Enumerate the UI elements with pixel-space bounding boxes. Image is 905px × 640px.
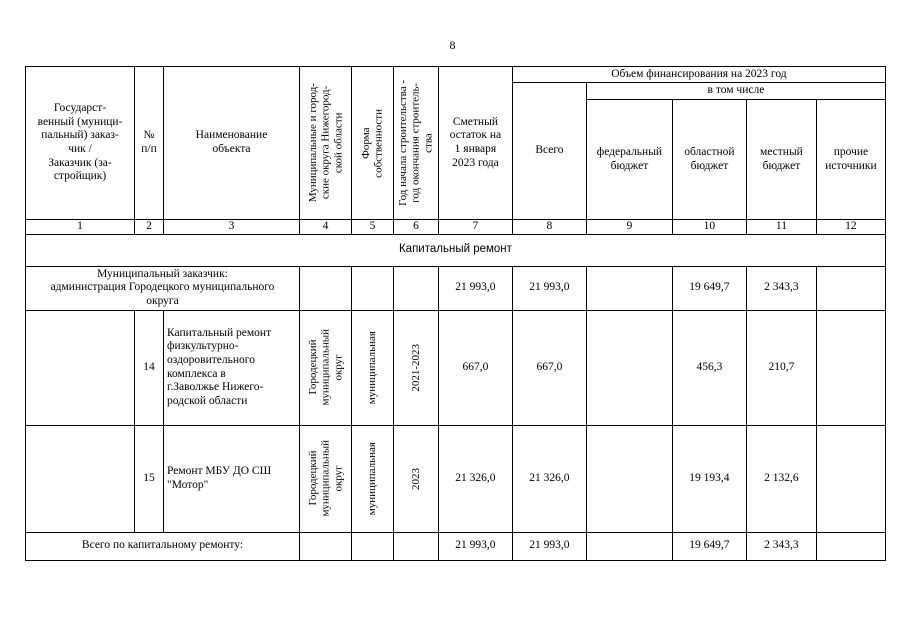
header-years: Год начала строительства - год окончания строитель- ства xyxy=(397,80,435,206)
header-total: Всего xyxy=(512,83,586,220)
district-cell xyxy=(300,425,352,532)
page-number: 8 xyxy=(449,38,456,52)
header-funding-group: Объем финансирования на 2023 год xyxy=(512,67,885,83)
col-number: 9 xyxy=(586,220,672,235)
col-number: 1 xyxy=(26,220,135,235)
empty-cell xyxy=(26,425,135,532)
header-ownership-cell xyxy=(352,67,394,220)
col-number: 8 xyxy=(512,220,586,235)
header-estimate: Сметный остаток на 1 января 2023 года xyxy=(438,67,512,220)
header-local: местный бюджет xyxy=(746,100,816,220)
local-value: 2 132,6 xyxy=(746,425,816,532)
estimate-value: 667,0 xyxy=(438,310,512,425)
empty-cell xyxy=(352,532,394,560)
district-name: Городецкий муниципальный округ xyxy=(306,440,344,517)
col-number: 4 xyxy=(300,220,352,235)
header-district-cell xyxy=(300,67,352,220)
empty-cell xyxy=(300,266,352,310)
empty-cell xyxy=(300,532,352,560)
header-including: в том числе xyxy=(586,83,885,100)
construction-years: 2023 xyxy=(409,467,422,490)
header-customer: Государст- венный (муници- пальный) заказ- чик / Заказчик (за- стройщик) xyxy=(26,67,135,220)
table-row xyxy=(26,310,886,425)
total-value: 21 993,0 xyxy=(512,532,586,560)
object-name: Ремонт МБУ ДО СШ "Мотор" xyxy=(164,425,300,532)
ownership-cell xyxy=(352,425,394,532)
header-federal: федеральный бюджет xyxy=(586,100,672,220)
col-number: 5 xyxy=(352,220,394,235)
empty-cell xyxy=(394,266,439,310)
years-cell xyxy=(394,310,439,425)
federal-value xyxy=(586,532,672,560)
col-number: 11 xyxy=(746,220,816,235)
col-number: 2 xyxy=(135,220,164,235)
total-value: 667,0 xyxy=(512,310,586,425)
regional-value: 456,3 xyxy=(672,310,746,425)
estimate-value: 21 993,0 xyxy=(438,266,512,310)
total-value: 21 326,0 xyxy=(512,425,586,532)
col-number: 6 xyxy=(394,220,439,235)
col-number: 3 xyxy=(164,220,300,235)
other-value xyxy=(816,532,885,560)
construction-years: 2021-2023 xyxy=(409,343,422,392)
ownership-cell xyxy=(352,310,394,425)
federal-value xyxy=(586,425,672,532)
regional-value: 19 649,7 xyxy=(672,266,746,310)
estimate-value: 21 326,0 xyxy=(438,425,512,532)
estimate-value: 21 993,0 xyxy=(438,532,512,560)
object-name: Капитальный ремонт физкультурно- оздоровительного комплекса в г.Заволжье Нижего- родской области xyxy=(164,310,300,425)
regional-value: 19 193,4 xyxy=(672,425,746,532)
ownership-form: муниципальная xyxy=(366,330,379,405)
years-cell xyxy=(394,425,439,532)
header-number: № п/п xyxy=(135,67,164,220)
district-cell xyxy=(300,310,352,425)
ownership-form: муниципальная xyxy=(366,441,379,516)
local-value: 2 343,3 xyxy=(746,532,816,560)
financing-table xyxy=(25,66,886,561)
col-number: 10 xyxy=(672,220,746,235)
local-value: 2 343,3 xyxy=(746,266,816,310)
empty-cell xyxy=(26,310,135,425)
row-number: 15 xyxy=(135,425,164,532)
header-district: Муниципальные и город- ские округа Нижегород- ской области xyxy=(306,83,344,203)
district-name: Городецкий муниципальный округ xyxy=(306,329,344,406)
empty-cell xyxy=(394,532,439,560)
empty-cell xyxy=(352,266,394,310)
column-numbers-row xyxy=(26,220,886,235)
other-value xyxy=(816,266,885,310)
col-number: 7 xyxy=(438,220,512,235)
total-row xyxy=(26,532,886,560)
total-value: 21 993,0 xyxy=(512,266,586,310)
other-value xyxy=(816,425,885,532)
header-regional: областной бюджет xyxy=(672,100,746,220)
header-object-name: Наименование объекта xyxy=(164,67,300,220)
other-value xyxy=(816,310,885,425)
header-other: прочие источники xyxy=(816,100,885,220)
federal-value xyxy=(586,310,672,425)
local-value: 210,7 xyxy=(746,310,816,425)
row-number: 14 xyxy=(135,310,164,425)
regional-value: 19 649,7 xyxy=(672,532,746,560)
customer-row xyxy=(26,266,886,310)
customer-name: Муниципальный заказчик: администрация Городецкого муниципального округа xyxy=(26,266,300,310)
total-label: Всего по капитальному ремонту: xyxy=(26,532,300,560)
header-ownership: Форма собственности xyxy=(359,108,385,178)
federal-value xyxy=(586,266,672,310)
section-title: Капитальный ремонт xyxy=(26,234,886,266)
col-number: 12 xyxy=(816,220,885,235)
header-years-cell xyxy=(394,67,439,220)
table-row xyxy=(26,425,886,532)
